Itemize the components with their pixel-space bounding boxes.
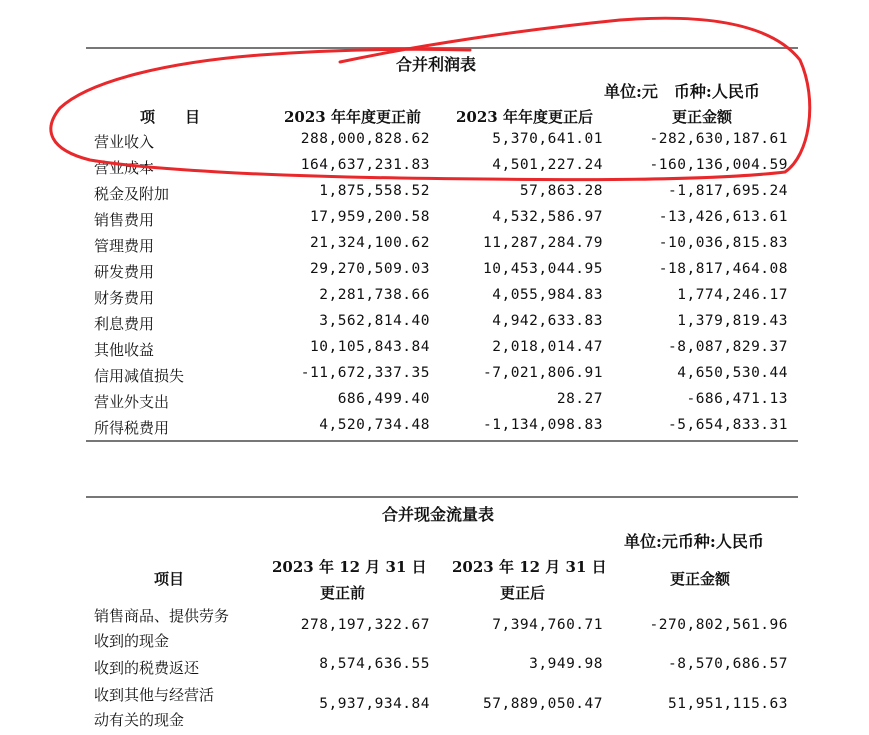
row-item-label-line2: 动有关的现金 [94, 711, 185, 729]
row-item-label: 管理费用 [94, 237, 155, 255]
income-title: 合并利润表 [396, 55, 477, 74]
income-header-diff: 更正金额 [672, 108, 733, 126]
row-value-diff: -8,087,829.37 [668, 339, 788, 355]
income-table-row [86, 157, 798, 183]
cashflow-header-after-label: 更正后 [500, 584, 546, 602]
cashflow-title: 合并现金流量表 [382, 505, 495, 524]
row-item-label: 营业收入 [94, 133, 155, 151]
row-item-label: 销售费用 [94, 211, 155, 229]
row-value-before: 1,875,558.52 [319, 183, 430, 199]
row-value-after: 2,018,014.47 [492, 339, 603, 355]
row-value-before: 288,000,828.62 [300, 131, 430, 147]
income-table-row [86, 391, 798, 417]
row-value-diff: -282,630,187.61 [649, 131, 788, 147]
cashflow-header-diff: 更正金额 [670, 570, 731, 588]
cashflow-table-row [86, 656, 798, 682]
row-item-label: 财务费用 [94, 289, 155, 307]
row-item-label: 营业成本 [94, 159, 155, 177]
income-top-rule [86, 47, 798, 49]
row-item-label: 税金及附加 [94, 185, 170, 203]
row-item-label-line1: 收到的税费返还 [94, 659, 200, 677]
row-item-label: 研发费用 [94, 263, 155, 281]
row-value-before: 686,499.40 [337, 391, 430, 407]
row-value-after: 10,453,044.95 [483, 261, 603, 277]
row-value-after: -7,021,806.91 [483, 365, 603, 381]
income-table-row [86, 235, 798, 261]
row-item-label: 利息费用 [94, 315, 155, 333]
row-item-label [94, 604, 229, 654]
row-item-label: 信用减值损失 [94, 367, 185, 385]
income-bottom-rule [86, 440, 798, 442]
row-item-label: 所得税费用 [94, 419, 170, 437]
income-table-row [86, 131, 798, 157]
income-table-row [86, 365, 798, 391]
income-table-row [86, 261, 798, 287]
row-item-label [94, 656, 199, 681]
cashflow-unit: 单位:元币种:人民币 [624, 532, 764, 551]
cashflow-table-row [86, 604, 798, 656]
income-table-row [86, 339, 798, 365]
row-value-after: 11,287,284.79 [483, 235, 603, 251]
row-value-before: 17,959,200.58 [310, 209, 430, 225]
row-value-before: 29,270,509.03 [310, 261, 430, 277]
row-value-diff: -5,654,833.31 [668, 417, 788, 433]
row-value-before: 278,197,322.67 [300, 617, 430, 633]
row-value-before: 5,937,934.84 [319, 696, 430, 712]
income-header-before: 2023 年年度更正前 [284, 108, 421, 126]
row-item-label-line1: 销售商品、提供劳务 [94, 607, 230, 625]
row-value-after: -1,134,098.83 [483, 417, 603, 433]
row-value-diff: -10,036,815.83 [658, 235, 788, 251]
row-value-after: 28.27 [556, 391, 603, 407]
row-value-after: 7,394,760.71 [492, 617, 603, 633]
row-item-label-line2: 收到的现金 [94, 632, 170, 650]
row-item-label-line1: 收到其他与经营活 [94, 686, 215, 704]
row-value-diff: 51,951,115.63 [668, 696, 788, 712]
row-item-label: 营业外支出 [94, 393, 170, 411]
cashflow-header-item: 项目 [154, 570, 185, 588]
cashflow-header-before-date: 2023 年 12 月 31 日 [272, 558, 427, 576]
row-value-diff: 1,774,246.17 [677, 287, 788, 303]
row-value-before: 3,562,814.40 [319, 313, 430, 329]
row-value-diff: 4,650,530.44 [677, 365, 788, 381]
row-value-diff: -8,570,686.57 [668, 656, 788, 672]
income-header-after: 2023 年年度更正后 [456, 108, 593, 126]
row-value-after: 4,532,586.97 [492, 209, 603, 225]
row-value-after: 4,501,227.24 [492, 157, 603, 173]
row-item-label [94, 683, 214, 733]
row-value-after: 4,942,633.83 [492, 313, 603, 329]
row-value-diff: 1,379,819.43 [677, 313, 788, 329]
row-value-after: 57,863.28 [519, 183, 603, 199]
row-value-before: 8,574,636.55 [319, 656, 430, 672]
row-value-before: 21,324,100.62 [310, 235, 430, 251]
income-table-row [86, 183, 798, 209]
income-unit: 单位:元 币种:人民币 [604, 82, 760, 101]
row-value-diff: -160,136,004.59 [649, 157, 788, 173]
row-value-before: 2,281,738.66 [319, 287, 430, 303]
income-table-row [86, 287, 798, 313]
cashflow-header-before-label: 更正前 [320, 584, 366, 602]
row-value-diff: -270,802,561.96 [649, 617, 788, 633]
row-value-diff: -1,817,695.24 [668, 183, 788, 199]
row-item-label: 其他收益 [94, 341, 155, 359]
cashflow-top-rule [86, 496, 798, 498]
row-value-diff: -686,471.13 [686, 391, 788, 407]
cashflow-table-row [86, 683, 798, 735]
row-value-before: 164,637,231.83 [300, 157, 430, 173]
row-value-after: 4,055,984.83 [492, 287, 603, 303]
income-table-row [86, 209, 798, 235]
row-value-after: 3,949.98 [529, 656, 603, 672]
income-table-row [86, 313, 798, 339]
row-value-diff: -13,426,613.61 [658, 209, 788, 225]
row-value-after: 57,889,050.47 [483, 696, 603, 712]
income-header-item: 项 目 [140, 108, 201, 126]
row-value-after: 5,370,641.01 [492, 131, 603, 147]
cashflow-header-after-date: 2023 年 12 月 31 日 [452, 558, 607, 576]
row-value-before: 4,520,734.48 [319, 417, 430, 433]
row-value-before: -11,672,337.35 [300, 365, 430, 381]
row-value-before: 10,105,843.84 [310, 339, 430, 355]
row-value-diff: -18,817,464.08 [658, 261, 788, 277]
